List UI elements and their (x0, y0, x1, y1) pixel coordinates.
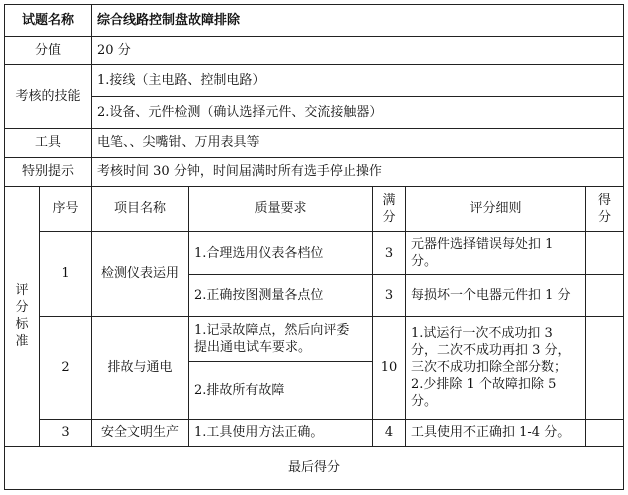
header-score-1: 得 (598, 192, 612, 208)
row1-detail-line-2: 分。 (411, 254, 438, 270)
row2b-quality: 2.排故所有故障 (189, 361, 373, 419)
header-detail: 评分细则 (406, 186, 586, 231)
row1b-quality: 2.正确按图测量各点位 (189, 275, 373, 316)
skills-row-2 (5, 96, 624, 128)
row2-detail-line-4: 2.少排除 1 个故障扣除 5 (411, 377, 557, 393)
row3-seq: 3 (40, 419, 92, 446)
tools-row (5, 128, 624, 157)
header-row (5, 186, 624, 231)
row3-full: 4 (373, 419, 406, 446)
skills-label: 考核的技能 (5, 64, 92, 128)
row3-item: 安全文明生产 (92, 419, 189, 446)
table-row-3 (5, 419, 624, 446)
row2-detail-line-5: 分。 (411, 394, 438, 410)
table-row-1a (5, 231, 624, 274)
tools-value: 电笔、、尖嘴钳、万用表具等 (92, 128, 624, 157)
header-full-2: 分 (382, 209, 396, 225)
standard-char-3: 标 (15, 317, 29, 333)
row2-detail-line-3: 三次不成功扣除全部分数； (411, 360, 568, 376)
row3-score (586, 419, 624, 446)
table-row-2a (5, 316, 624, 361)
row2-quality-line-1: 1.记录故障点，然后向评委 (194, 322, 350, 338)
skill-item-1: 1.接线（主电路、控制电路） (92, 64, 624, 96)
header-full-score (373, 186, 406, 231)
row2-detail-line-1: 1.试运行一次不成功扣 3 (411, 326, 553, 342)
row2-detail (406, 316, 586, 419)
row1-item: 检测仪表运用 (92, 231, 189, 316)
title-row (5, 5, 624, 37)
row2-quality (189, 316, 373, 361)
standard-char-1: 评 (15, 283, 29, 299)
row1-score (586, 231, 624, 274)
row1b-detail: 每损坏一个电器元件扣 1 分 (406, 275, 586, 316)
row1-quality: 1.合理选用仪表各档位 (189, 231, 373, 274)
tools-label: 工具 (5, 128, 92, 157)
assessment-table (4, 4, 624, 490)
row2-quality-line-2: 提出通电试车要求。 (194, 339, 312, 355)
row1-full: 3 (373, 231, 406, 274)
row3-detail: 工具使用不正确扣 1-4 分。 (406, 419, 586, 446)
standard-label (5, 186, 40, 446)
row1b-full: 3 (373, 275, 406, 316)
row1-detail (406, 231, 586, 274)
row2-detail-line-2: 分，二次不成功再扣 3 分， (411, 343, 571, 359)
title-value: 综合线路控制盘故障排除 (92, 5, 624, 37)
row2-seq: 2 (40, 316, 92, 419)
score-label: 分值 (5, 36, 92, 64)
standard-char-4: 准 (15, 334, 29, 350)
header-score-2: 分 (598, 209, 612, 225)
header-score (586, 186, 624, 231)
skill-item-2: 2.设备、元件检测（确认选择元件、交流接触器） (92, 96, 624, 128)
tips-row (5, 157, 624, 186)
score-row (5, 36, 624, 64)
row2-score (586, 316, 624, 419)
final-score-label: 最后得分 (5, 446, 624, 489)
title-label: 试题名称 (5, 5, 92, 37)
footer-row (5, 446, 624, 489)
row2-full: 10 (373, 316, 406, 419)
tips-label: 特别提示 (5, 157, 92, 186)
tips-value: 考核时间 30 分钟，时间届满时所有选手停止操作 (92, 157, 624, 186)
row3-quality: 1.工具使用方法正确。 (189, 419, 373, 446)
header-quality: 质量要求 (189, 186, 373, 231)
row1b-score (586, 275, 624, 316)
header-item: 项目名称 (92, 186, 189, 231)
row1-seq: 1 (40, 231, 92, 316)
standard-char-2: 分 (15, 300, 29, 316)
row1-detail-line-1: 元器件选择错误每处扣 1 (411, 237, 554, 253)
row2-item: 排故与通电 (92, 316, 189, 419)
skills-row-1 (5, 64, 624, 96)
header-seq: 序号 (40, 186, 92, 231)
score-value: 20 分 (92, 36, 624, 64)
header-full-1: 满 (382, 192, 396, 208)
